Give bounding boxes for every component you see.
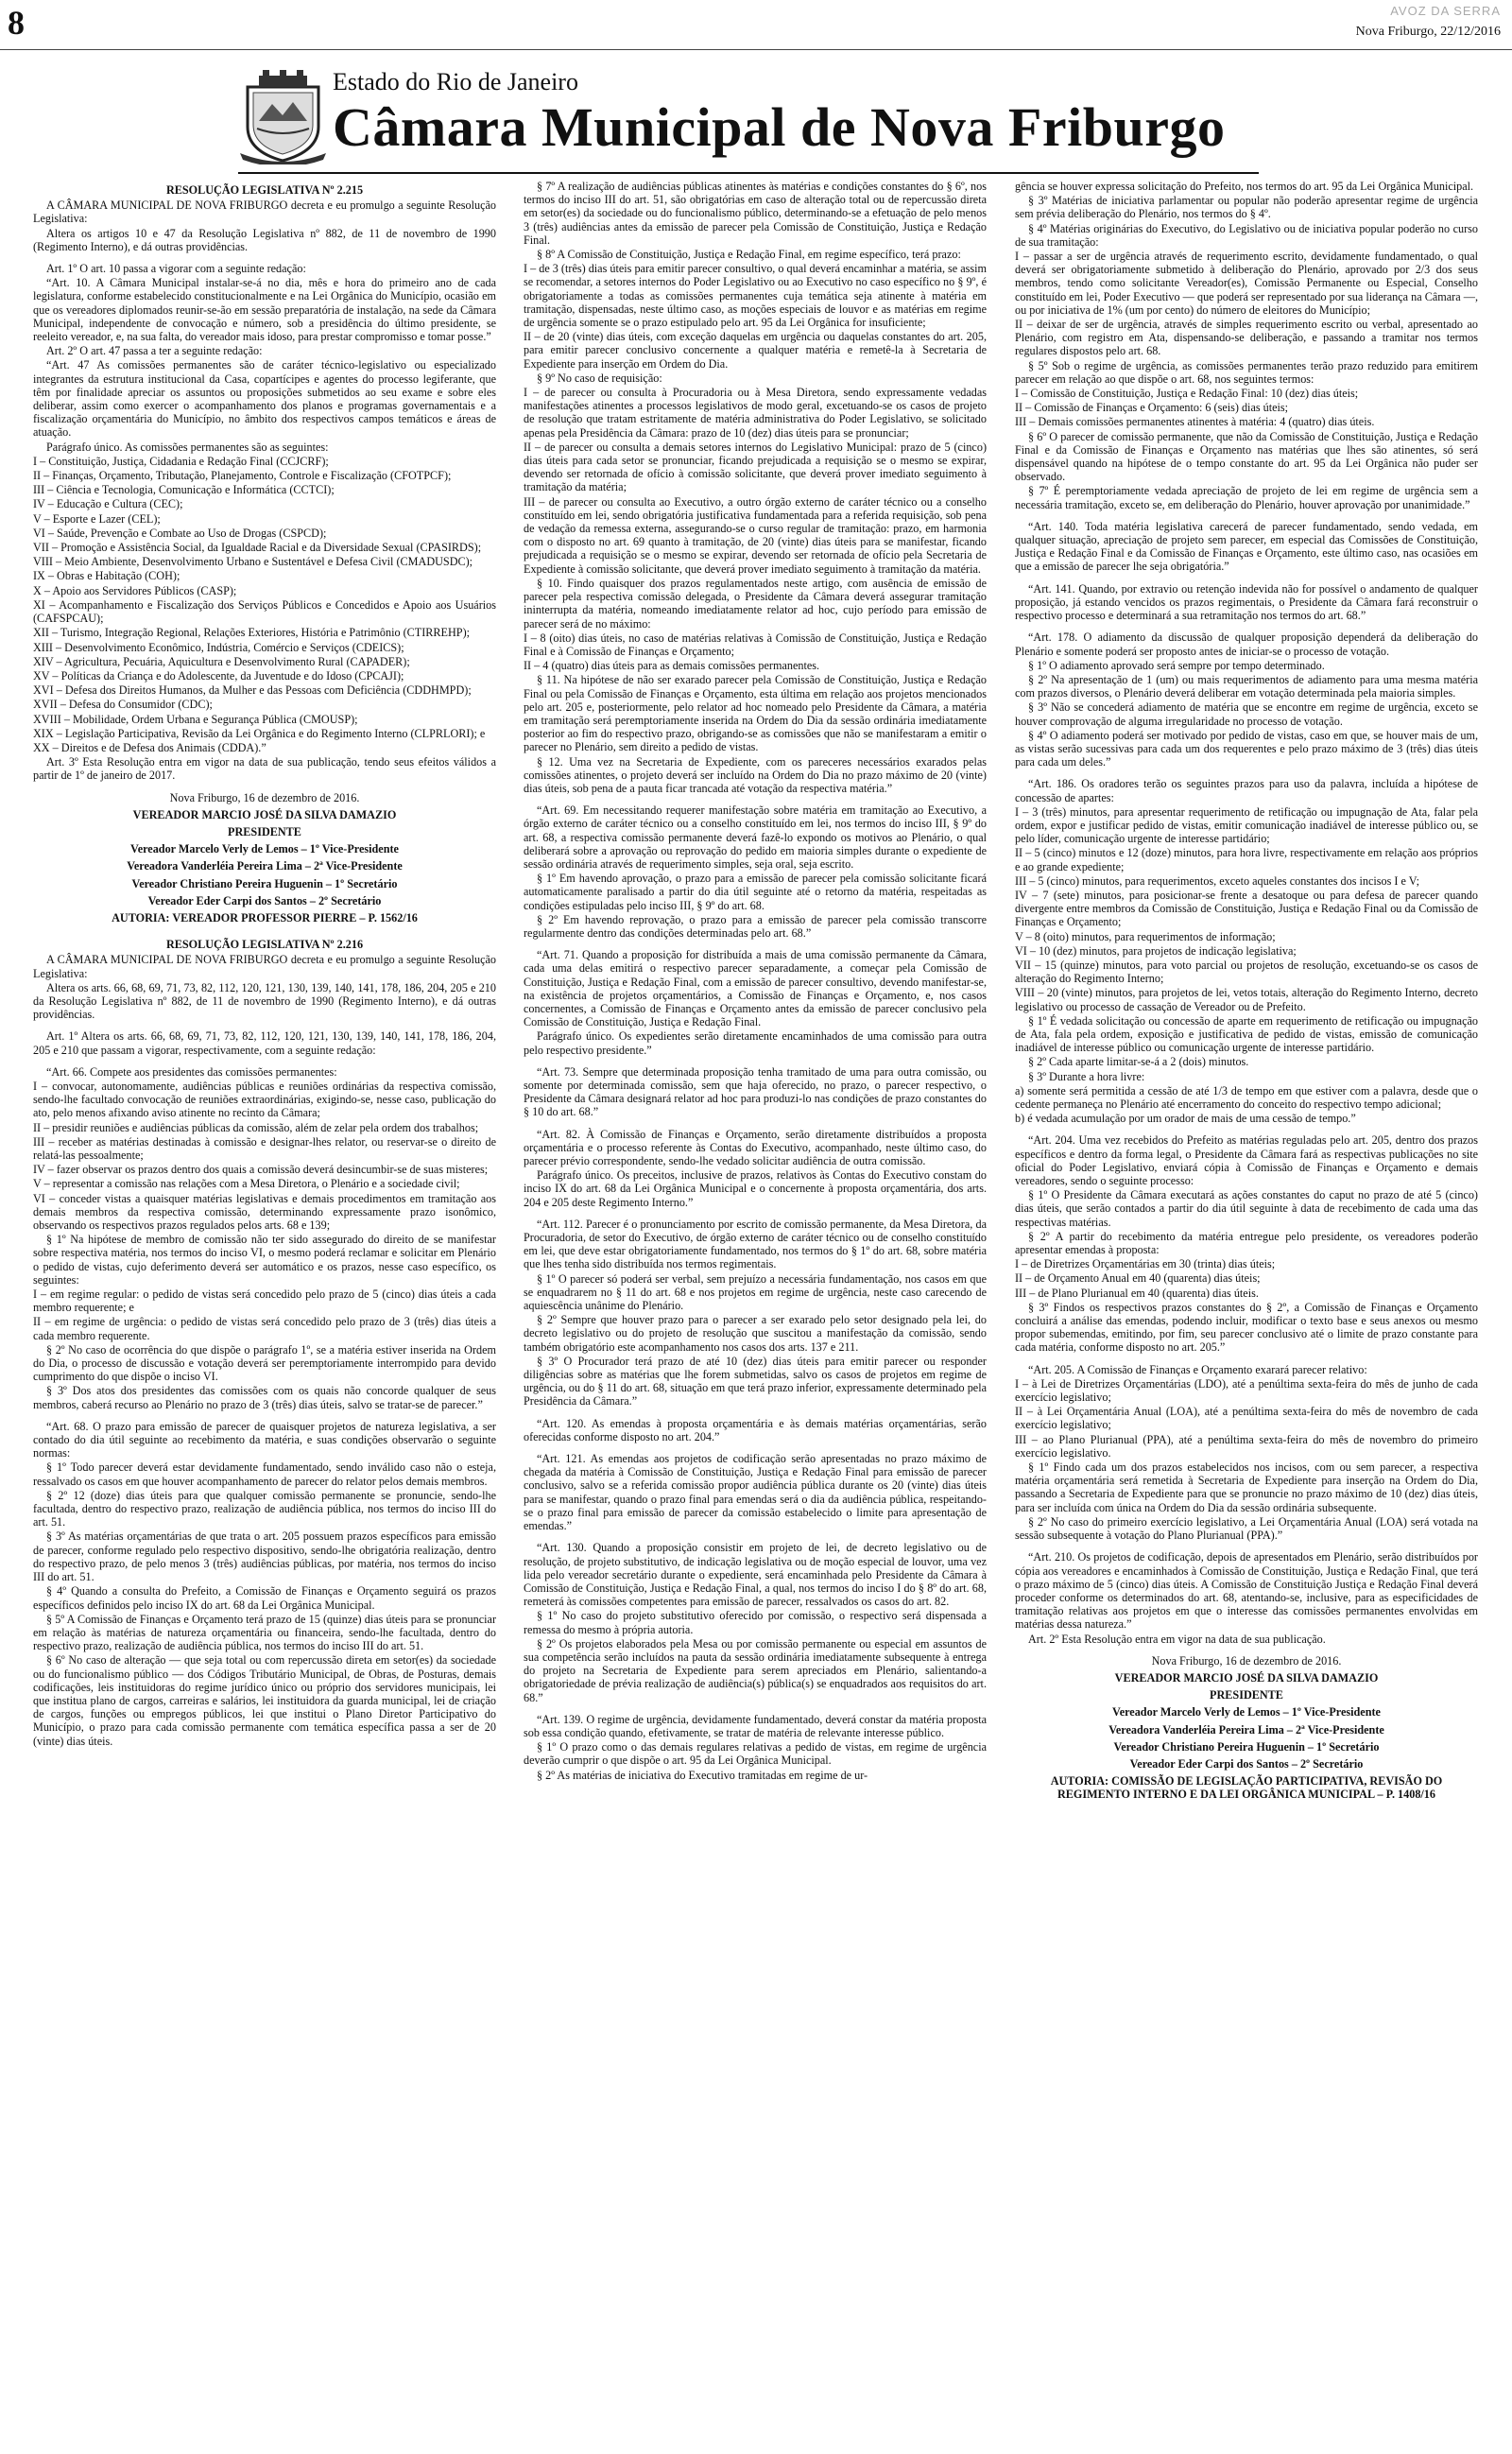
paragraph: § 3º Dos atos dos presidentes das comissões com os quais não concorde qualquer de seus membros, caberá recurso ao Plenário no prazo de 3 (três) dias úteis, salvo se tratar-se de parecer.” bbox=[33, 1384, 496, 1411]
paragraph: “Art. 139. O regime de urgência, devidamente fundamentado, deverá constar da matéria proposta sob essa condição quando, efetivamente, se tratar de matéria de relevante interesse público. bbox=[524, 1712, 987, 1739]
paragraph-gap bbox=[1015, 1126, 1478, 1133]
paragraph: A CÂMARA MUNICIPAL DE NOVA FRIBURGO decreta e eu promulgo a seguinte Resolução Legislativa: bbox=[33, 953, 496, 980]
paragraph: III – de parecer ou consulta ao Executivo, a outro órgão externo de caráter técnico ou a conselho constituído em lei, sendo obrigatória justificativa fundamentada para a referida requisição, sob pena de vedação da remessa externa, assegurando-se o curso regular de tramitação: prazo, em harmonia com o disposto no art. 69 quanto à tramitação, de 20 (vinte) dias úteis para se manifestar, ficando prejudicada a requisição se o mesmo se expirar, devendo ser retornada de ofício pela Secretaria de Expediente à comissão solicitante, que deverá prover imediato seguimento à tramitação da matéria. bbox=[524, 494, 987, 576]
paragraph: II – 4 (quatro) dias úteis para as demais comissões permanentes. bbox=[524, 659, 820, 673]
paragraph: II – em regime de urgência: o pedido de vistas será concedido pelo prazo de 3 (três) dias úteis a cada membro requerente. bbox=[33, 1315, 496, 1342]
heading-line: Vereador Marcelo Verly de Lemos – 1º Vice-Presidente bbox=[130, 842, 399, 856]
paragraph: § 3º Matérias de iniciativa parlamentar ou popular não poderão apresentar regime de urgência sem prévia deliberação do Plenário, nos termos do § 4º. bbox=[1015, 194, 1478, 221]
paragraph: X – Apoio aos Servidores Públicos (CASP); bbox=[33, 583, 237, 597]
paragraph: Parágrafo único. Os preceitos, inclusive de prazos, relativos às Contas do Executivo constam do inciso IX do art. 68 da Lei Orgânica Municipal e o concernente à proposta orçamentária, dos arts. 204 e 205 deste Regimento Interno.” bbox=[524, 1168, 987, 1209]
heading-line: VEREADOR MARCIO JOSÉ DA SILVA DAMAZIO bbox=[132, 807, 397, 821]
paragraph: II – Comissão de Finanças e Orçamento: 6 (seis) dias úteis; bbox=[1015, 401, 1289, 415]
paragraph: XVII – Defesa do Consumidor (CDC); bbox=[33, 698, 213, 712]
centered-line: Nova Friburgo, 16 de dezembro de 2016. bbox=[169, 790, 360, 804]
centered-line: Nova Friburgo, 16 de dezembro de 2016. bbox=[1151, 1653, 1342, 1668]
paragraph-gap bbox=[524, 1409, 987, 1417]
paragraph: § 8º A Comissão de Constituição, Justiça e Redação Final, em regime específico, terá prazo: bbox=[537, 248, 961, 262]
paragraph: I – de Diretrizes Orçamentárias em 30 (trinta) dias úteis; bbox=[1015, 1257, 1276, 1271]
paragraph: I – convocar, autonomamente, audiências públicas e reuniões ordinárias da respectiva comissão, sendo-lhe facultado convocação de reuniões extraordinárias, exigindo-se, nesse caso, publicação do ato, pelo menos afixando aviso atinente no recinto da Câmara; bbox=[33, 1079, 496, 1120]
heading-line: AUTORIA: COMISSÃO DE LEGISLAÇÃO PARTICIPATIVA, REVISÃO DO REGIMENTO INTERNO E DA LEI ORGÂNICA MUNICIPAL – P. 1408/16 bbox=[1050, 1774, 1443, 1802]
paragraph: “Art. 10. A Câmara Municipal instalar-se-á no dia, mês e hora do primeiro ano de cada legislatura, conforme estabelecido constitucionalmente e na Lei Orgânica do Município, ocasião em que os vereadores diplomados reunir-se-ão em sessão preparatória de instalação, na sede da Câmara Municipal, independente de convocação e número, sob a presidência do último presidente, se reeleito vereador, e, na sua falta, do vereador mais idoso, para prestar compromisso e tomar posse.” bbox=[33, 276, 496, 344]
paragraph: XIII – Desenvolvimento Econômico, Indústria, Comércio e Serviços (CDEICS); bbox=[33, 640, 404, 654]
paragraph: § 7º A realização de audiências públicas atinentes às matérias e condições constantes do § 6º, nos termos do inciso III do art. 51, são obrigatórias em caso de alteração total ou de repercussão direta em setor(es) da sociedade ou do funcionalismo público, determinando-se a efetuação de pelo menos 3 (três) audiências antes da emissão de parecer pela Comissão de Constituição, Justiça e Redação Final. bbox=[524, 180, 987, 247]
text-column-3 bbox=[1015, 180, 1478, 2444]
paragraph-gap bbox=[33, 1022, 496, 1029]
paragraph: Art. 1º Altera os arts. 66, 68, 69, 71, 73, 82, 112, 120, 121, 130, 139, 140, 141, 178, 186, 204, 205 e 210 que passam a vigorar, respectivamente, com a seguinte redação: bbox=[33, 1029, 496, 1057]
paragraph: “Art. 69. Em necessitando requerer manifestação sobre matéria em tramitação ao Executivo, a órgão externo de caráter técnico ou a conselho constituído em lei, nos termos do inciso III, § 9º do art. 68, a respectiva comissão permanente deverá fazê-lo expondo os motivos ao Plenário, o qual deliberará sobre a aprovação ou reprovação do pedido em maioria simples durante o expediente de sessão ordinária através de requerimento simples, seja oral, seja escrito. bbox=[524, 804, 987, 871]
paragraph: VIII – Meio Ambiente, Desenvolvimento Urbano e Sustentável e Defesa Civil (CMADUSDC); bbox=[33, 555, 473, 569]
paragraph-gap bbox=[1015, 1543, 1478, 1550]
paragraph: “Art. 178. O adiamento da discussão de qualquer proposição dependerá da deliberação do Plenário e somente poderá ser proposto antes de iniciar-se o processo de votação. bbox=[1015, 631, 1478, 658]
paragraph: § 1º Todo parecer deverá estar devidamente fundamentado, sendo inválido caso não o esteja, ressalvado os casos em que houver acompanhamento de parecer do relator pelos demais membros. bbox=[33, 1460, 496, 1488]
paragraph: Altera os arts. 66, 68, 69, 71, 73, 82, 112, 120, 121, 130, 139, 140, 141, 178, 186, 204, 205 e 210 da Resolução Legislativa nº 882, de 11 de novembro de 1990 (Regimento Interno), e dá outras providências. bbox=[33, 980, 496, 1022]
paragraph: III – ao Plano Plurianual (PPA), até a penúltima sexta-feira do mês de novembro do primeiro exercício legislativo. bbox=[1015, 1432, 1478, 1460]
paragraph: § 2º Em havendo reprovação, o prazo para a emissão de parecer pela comissão transcorre regularmente dentro das condições determinadas pelo art. 68.” bbox=[524, 912, 987, 940]
heading-line: Vereador Christiano Pereira Huguenin – 1º Secretário bbox=[1113, 1739, 1380, 1754]
paragraph: V – Esporte e Lazer (CEL); bbox=[33, 511, 161, 526]
paragraph: I – em regime regular: o pedido de vistas será concedido pelo prazo de 5 (cinco) dias úteis a cada membro requerente; e bbox=[33, 1287, 496, 1315]
paragraph: § 2º Na apresentação de 1 (um) ou mais requerimentos de adiamento para uma mesma matéria com prazos diversos, o Plenário deverá deliberar em votação determinada pela maioria simples. bbox=[1015, 672, 1478, 700]
paragraph: § 4º Quando a consulta do Prefeito, a Comissão de Finanças e Orçamento seguirá os prazos específicos definidos pelo inciso IX do art. 68 da Lei Orgânica Municipal. bbox=[33, 1584, 496, 1612]
chamber-name: Câmara Municipal de Nova Friburgo bbox=[333, 96, 1226, 158]
paragraph: Parágrafo único. Os expedientes serão diretamente encaminhados de uma comissão para outra pelo respectivo presidente.” bbox=[524, 1029, 987, 1057]
paragraph: § 2º Sempre que houver prazo para o parecer a ser exarado pelo setor designado pela lei, do decreto legislativo ou do projeto de resolução que suscitou a manifestação da comissão, sendo também obrigatório este acompanhamento nos casos dos arts. 137 e 211. bbox=[524, 1313, 987, 1354]
paragraph: I – Constituição, Justiça, Cidadania e Redação Final (CCJCRF); bbox=[33, 454, 329, 468]
paragraph: § 3º As matérias orçamentárias de que trata o art. 205 possuem prazos específicos para emissão de parecer, conforme regulado pelo respectivo dispositivo, sendo-lhe obrigatória realização, dentro do respectivo prazo, de pelo menos 3 (três) audiências públicas, por matéria, nos termos do inciso III do art. 51. bbox=[33, 1529, 496, 1584]
paragraph: II – de Orçamento Anual em 40 (quarenta) dias úteis; bbox=[1015, 1271, 1261, 1286]
paragraph: II – 5 (cinco) minutos e 12 (doze) minutos, para hora livre, respectivamente em relação aos próprios e ao grande expediente; bbox=[1015, 846, 1478, 873]
paragraph: “Art. 140. Toda matéria legislativa carecerá de parecer fundamentado, sendo vedada, em qualquer situação, apreciação de projeto sem parecer, em especial das Comissões de Constituição, Justiça e Redação Final e da Comissão de Finanças e Orçamento, este último caso, nas ocasiões em que a emissão de parecer lhe seja obrigatória.” bbox=[1015, 519, 1478, 574]
paragraph: II – deixar de ser de urgência, através de simples requerimento escrito ou verbal, apresentado ao Plenário, com registro em Ata, dispensando-se deliberação, e passando a tramitar nos termos regulares dispostos pelo art. 68. bbox=[1015, 318, 1478, 358]
paragraph-gap bbox=[1015, 769, 1478, 777]
paragraph: “Art. 205. A Comissão de Finanças e Orçamento exarará parecer relativo: bbox=[1028, 1362, 1367, 1376]
paragraph: “Art. 47 As comissões permanentes são de caráter técnico-legislativo ou especializado integrantes da estrutura institucional da Casa, copartícipes e agentes do processo legiferante, que têm por finalidade apreciar os assuntos ou proposições submetidos ao seu exame e sobre eles deliberar, assim como exercer o acompanhamento dos planos e programas governamentais e a fiscalização orçamentária do Município, no âmbito dos respectivos campos temáticos e áreas de atuação. bbox=[33, 358, 496, 440]
paragraph-gap bbox=[1015, 1356, 1478, 1363]
paragraph: III – de Plano Plurianual em 40 (quarenta) dias úteis. bbox=[1015, 1286, 1259, 1300]
edition-date: Nova Friburgo, 22/12/2016 bbox=[1355, 25, 1501, 39]
paragraph: IV – Educação e Cultura (CEC); bbox=[33, 497, 183, 511]
paragraph: “Art. 112. Parecer é o pronunciamento por escrito de comissão permanente, da Mesa Diretora, da Procuradoria, de setor do Executivo, de órgão externo de caráter técnico ou de conselho constituído em lei, que deve estar obrigatoriamente fundamentado, nos termos do § 1º do art. 68, sobre matéria que lhes tenha sido distribuída nos termos regimentais. bbox=[524, 1217, 987, 1271]
heading-line: Vereador Marcelo Verly de Lemos – 1º Vice-Presidente bbox=[1112, 1705, 1381, 1720]
paragraph: VIII – 20 (vinte) minutos, para projetos de lei, vetos totais, alteração do Regimento Interno, decreto legislativo ou processo de cassação de Vereador ou de Prefeito. bbox=[1015, 986, 1478, 1013]
paragraph: § 3º Durante a hora livre: bbox=[1028, 1069, 1145, 1083]
paragraph: XI – Acompanhamento e Fiscalização dos Serviços Públicos e Concedidos e Apoio aos Usuários (CAFSPCAU); bbox=[33, 597, 496, 626]
paragraph: II – à Lei Orçamentária Anual (LOA), até a penúltima sexta-feira do mês de novembro de cada exercício legislativo; bbox=[1015, 1405, 1478, 1432]
paragraph: § 1º O Presidente da Câmara executará as ações constantes do caput no prazo de até 5 (cinco) dias úteis, que serão contados a partir do dia útil seguinte à data de recebimento de cada uma das respectivas matérias. bbox=[1015, 1188, 1478, 1229]
paragraph: § 6º No caso de alteração — que seja total ou com repercussão direta em setor(es) da sociedade ou do funcionalismo público — dos Códigos Tributário Municipal, de Obras, de Posturas, demais codificações, leis instituidoras do regime jurídico único ou próprio dos servidores municipais, lei que institua plano de cargos, carreiras e salários, lei instituidora da guarda municipal, lei de criação de cargos, funções ou empregos públicos, lei que institui o Plano Diretor Participativo do Município, o prazo para cada comissão permanente com temática específica passa a ser de 20 (vinte) dias úteis. bbox=[33, 1653, 496, 1748]
paragraph: III – Demais comissões permanentes atinentes à matéria: 4 (quatro) dias úteis. bbox=[1015, 415, 1375, 429]
heading-line: Vereador Eder Carpi dos Santos – 2º Secretário bbox=[1129, 1756, 1364, 1771]
paragraph: § 6º O parecer de comissão permanente, que não da Comissão de Constituição, Justiça e Redação Final e da Comissão de Finanças e Orçamento nas matérias que lhes são atinentes, só será dispensável quando na hipótese de o tempo constante do art. 95 da Lei Orgânica não puder ser observado. bbox=[1015, 429, 1478, 484]
paragraph: I – 8 (oito) dias úteis, no caso de matérias relativas à Comissão de Constituição, Justiça e Redação Final e à Comissão de Finanças e Orçamento; bbox=[524, 631, 987, 658]
paragraph: gência se houver expressa solicitação do Prefeito, nos termos do art. 95 da Lei Orgânica Municipal. bbox=[1015, 180, 1474, 193]
paragraph: II – de parecer ou consulta a demais setores internos do Legislativo Municipal: prazo de 5 (cinco) dias úteis para cada setor se pronunciar, ficando prejudicada a requisição se o mesmo se expirar, devendo ser retornada de ofício à comissão solicitante, que deverá prover imediato seguimento à tramitação da matéria; bbox=[524, 440, 987, 494]
paragraph: XX – Direitos e de Defesa dos Animais (CDDA).” bbox=[33, 740, 266, 754]
heading-line: Vereador Christiano Pereira Huguenin – 1º Secretário bbox=[131, 876, 398, 890]
paragraph: “Art. 82. À Comissão de Finanças e Orçamento, serão diretamente distribuídos a proposta orçamentária e o processo referente às Contas do Executivo, acompanhado, neste último caso, do parecer prévio correspondente, sendo-lhe vedado solicitar audiência de outra comissão. bbox=[524, 1127, 987, 1168]
paragraph-gap bbox=[1015, 623, 1478, 631]
paragraph: § 1º Findo cada um dos prazos estabelecidos nos incisos, com ou sem parecer, a respectiva matéria orçamentária será remetida à Secretaria de Expediente para inserção na Ordem do Dia, passando a Secretaria de Expediente para que se pronuncie no prazo máximo de 10 (dez) dias úteis, para ser incluída com única na Ordem do Dia da sessão ordinária subsequente. bbox=[1015, 1460, 1478, 1514]
paragraph: § 3º Não se concederá adiamento de matéria que se encontre em regime de urgência, exceto se houver comprovação de alguma irregularidade no processo de votação. bbox=[1015, 700, 1478, 728]
paragraph-gap bbox=[524, 1058, 987, 1065]
paragraph: § 5º A Comissão de Finanças e Orçamento terá prazo de 15 (quinze) dias úteis para se pronunciar em relação às matérias de natureza orçamentária ou financeira, sendo-lhe facultada, dentro do respectivo prazo, realização de audiência pública, nos termos do inciso III do art. 51. bbox=[33, 1612, 496, 1653]
paragraph: I – Comissão de Constituição, Justiça e Redação Final: 10 (dez) dias úteis; bbox=[1015, 387, 1359, 401]
paragraph: XVI – Defesa dos Direitos Humanos, da Mulher e das Pessoas com Deficiência (CDDHMPD); bbox=[33, 683, 472, 698]
paragraph: V – representar a comissão nas relações com a Mesa Diretora, o Plenário e a sociedade civil; bbox=[33, 1177, 460, 1191]
heading-line: Vereadora Vanderléia Pereira Lima – 2ª Vice-Presidente bbox=[127, 859, 403, 873]
paragraph: § 3º O Procurador terá prazo de até 10 (dez) dias úteis para emitir parecer ou responder diligências sobre as matérias que lhe forem submetidas, salvo os casos de projetos em regime de urgência, ou do § 11 do art. 68, situação em que terá prazo inferior, expressamente determinado pela Presidência da Câmara.” bbox=[524, 1354, 987, 1408]
heading-line: PRESIDENTE bbox=[1210, 1688, 1283, 1702]
paragraph: VII – Promoção e Assistência Social, da Igualdade Racial e da Diversidade Sexual (CPASIRDS); bbox=[33, 541, 482, 555]
paragraph-gap bbox=[524, 1705, 987, 1713]
paragraph: Altera os artigos 10 e 47 da Resolução Legislativa nº 882, de 11 de novembro de 1990 (Regimento Interno), e dá outras providências. bbox=[33, 226, 496, 253]
paragraph: XIX – Legislação Participativa, Revisão da Lei Orgânica e do Regimento Interno (CLPRLORI); e bbox=[33, 726, 486, 740]
paragraph: § 1º No caso do projeto substitutivo oferecido por comissão, o respectivo será dispensada a remessa do mesmo à própria autoria. bbox=[524, 1609, 987, 1636]
paragraph: Art. 1º O art. 10 passa a vigorar com a seguinte redação: bbox=[46, 262, 306, 276]
paragraph: b) é vedada acumulação por um orador de mais de uma cessão de tempo.” bbox=[1015, 1112, 1356, 1126]
paragraph: II – de 20 (vinte) dias úteis, com exceção daquelas em urgência ou daquelas constantes do art. 205, para emitir parecer conclusivo concernente a qualquer matéria e remetê-la à Secretaria de Expediente para inserção em Ordem do Dia. bbox=[524, 330, 987, 371]
paragraph: § 11. Na hipótese de não ser exarado parecer pela Comissão de Constituição, Justiça e Redação Final ou pela Comissão de Finanças e Orçamento, esta última em relação aos projetos mencionados pelo art. 205 e, posteriormente, pelo relator ad hoc nomeado pelo Presidente da Câmara, a matéria em tramitação será peremptoriamente inserida na Ordem do Dia da sessão ordinária imediatamente posterior ao fim do respectivo prazo, obrigando-se as comissões que não se manifestaram a emitir o parecer no Plenário, sem direito a pedido de vistas. bbox=[524, 673, 987, 754]
paragraph: “Art. 120. As emendas à proposta orçamentária e às demais matérias orçamentárias, serão oferecidas conforme disposto no art. 204.” bbox=[524, 1416, 987, 1443]
paragraph: Art. 3º Esta Resolução entra em vigor na data de sua publicação, tendo seus efeitos válidos a partir de 1º de janeiro de 2017. bbox=[33, 755, 496, 783]
paragraph: “Art. 186. Os oradores terão os seguintes prazos para uso da palavra, incluída a hipótese de concessão de apartes: bbox=[1015, 777, 1478, 804]
paragraph: § 1º Em havendo aprovação, o prazo para a emissão de parecer pela comissão solicitante ficará automaticamente paralisado a partir do dia útil seguinte até o retorno da matéria, respeitadas as condições estipuladas pelo inciso III, § 9º do art. 68. bbox=[524, 872, 987, 912]
paragraph: VI – Saúde, Prevenção e Combate ao Uso de Drogas (CSPCD); bbox=[33, 526, 327, 540]
paragraph: IV – fazer observar os prazos dentro dos quais a comissão deverá desincumbir-se de suas misteres; bbox=[33, 1163, 489, 1177]
paragraph: I – de parecer ou consulta à Procuradoria ou à Mesa Diretora, sendo expressamente vedadas manifestações atinentes a processos legislativos de modo geral, excetuando-se os casos de projeto de resolução que tratam estritamente de matéria administrativa do Poder Legislativo, se solicitado apenas pela Presidência da Câmara: prazo de 10 (dez) dias úteis para se pronunciar; bbox=[524, 386, 987, 440]
paragraph: § 2º As matérias de iniciativa do Executivo tramitadas em regime de ur- bbox=[537, 1768, 868, 1782]
paragraph: XII – Turismo, Integração Regional, Relações Exteriores, História e Patrimônio (CTIRREHP); bbox=[33, 626, 471, 640]
heading-line: VEREADOR MARCIO JOSÉ DA SILVA DAMAZIO bbox=[1114, 1670, 1379, 1685]
paragraph: § 10. Findo quaisquer dos prazos regulamentados neste artigo, com ausência de emissão de parecer pela respectiva comissão delegada, o Presidente da Câmara deverá assegurar tramitação ininterrupta da matéria, nomeando imediatamente relator ad hoc, cujo período para emissão de parecer será de no máximo: bbox=[524, 576, 987, 631]
paragraph: § 7º É peremptoriamente vedada apreciação de projeto de lei em regime de urgência sem a necessária tramitação, exceto se, em deliberação do Plenário, houver aprovação por unanimidade.” bbox=[1015, 484, 1478, 511]
paragraph: § 2º Os projetos elaborados pela Mesa ou por comissão permanente ou especial em assuntos de sua competência serão incluídos na pauta da sessão ordinária imediatamente subsequente à entrega do projeto na Secretaria de Expediente para serem apreciados em Plenário, salientando-a obrigatoriedade de prévia realização de audiência(s) pública(s) se enquadrados aos requisitos do art. 68.” bbox=[524, 1636, 987, 1704]
paragraph: VI – 10 (dez) minutos, para projetos de indicação legislativa; bbox=[1015, 943, 1297, 958]
paragraph-gap bbox=[524, 941, 987, 948]
paragraph: Parágrafo único. As comissões permanentes são as seguintes: bbox=[46, 440, 329, 454]
paragraph: “Art. 210. Os projetos de codificação, depois de apresentados em Plenário, serão distribuídos por cópia aos vereadores e encaminhados à Comissão de Constituição, Justiça e Redação Final, que terá o prazo máximo de 5 (cinco) dias úteis. A Comissão de Constituição Justiça e Redação Final deverá proceder conforme os determinados do art. 68, atentando-se, inclusive, para as especificidades de tramitação relativas aos projetos em que o interesse das comissões permanentes envolvidas em matérias dessa natureza.” bbox=[1015, 1550, 1478, 1632]
page-number: 8 bbox=[8, 4, 25, 42]
paragraph: VII – 15 (quinze) minutos, para voto parcial ou projetos de resolução, excetuando-se os casos de alteração do Regimento Interno; bbox=[1015, 958, 1478, 986]
paragraph: XIV – Agricultura, Pecuária, Aquicultura e Desenvolvimento Rural (CAPADER); bbox=[33, 654, 410, 668]
paragraph: “Art. 130. Quando a proposição consistir em projeto de lei, de decreto legislativo ou de resolução, de projeto substitutivo, de indicação legislativa ou de moção especial de louvor, uma vez lida pelo vereador secretário durante o expediente, será encaminhada pelo Presidente da Câmara à Comissão de Constituição, Justiça e Redação Final, a qual, nos termos do inciso I do § 8º do art. 68, remeterá às comissões competentes para emissão de parecer, ressalvados os casos do art. 82. bbox=[524, 1541, 987, 1609]
paragraph-gap bbox=[33, 1058, 496, 1065]
paragraph: a) somente será permitida a cessão de até 1/3 de tempo em que estiver com a palavra, desde que o cedente permaneça no Plenário até encerramento do conceito do respectivo tempo adicional; bbox=[1015, 1083, 1478, 1111]
text-column-2 bbox=[524, 180, 987, 2444]
paragraph: § 9º No caso de requisição: bbox=[537, 371, 662, 385]
paragraph: § 2º No caso de ocorrência do que dispõe o parágrafo 1º, se a matéria estiver inserida na Ordem do Dia, o processo de discussão e votação deverá ser peremptoriamente interrompido para devido cumprimento do que dispõe o inciso VI. bbox=[33, 1342, 496, 1384]
paragraph: I – 3 (três) minutos, para apresentar requerimento de retificação ou impugnação de Ata, falar pela ordem, expor e justificar pedido de vistas, emitir comunicação inadiável de interesse público ou, se pelo líder, comunicação urgente de interesse partidário; bbox=[1015, 804, 1478, 846]
paragraph-gap bbox=[524, 1120, 987, 1128]
paragraph-gap bbox=[33, 784, 496, 791]
paragraph: IV – 7 (sete) minutos, para posicionar-se frente a desatoque ou para defesa de parecer quando divergente entre membros da Comissão de Constituição, Justiça e Redação Final ou da Comissão de Finanças e Orçamento; bbox=[1015, 888, 1478, 929]
paragraph-gap bbox=[33, 254, 496, 262]
heading-line: Vereador Eder Carpi dos Santos – 2º Secretário bbox=[147, 893, 382, 907]
paragraph-gap bbox=[524, 1444, 987, 1452]
paragraph: § 1º O prazo como o das demais regulares relativas a pedido de vistas, em regime de urgência deverão cumprir o que dispõe o art. 95 da Lei Orgânica Municipal. bbox=[524, 1740, 987, 1768]
paragraph: VI – conceder vistas a quaisquer matérias legislativas e demais procedimentos em tramitação aos demais membros da respectiva comissão, determinando expressamente prazo isonômico, observando os respectivos prazos regulados pelos arts. 68 e 139; bbox=[33, 1191, 496, 1233]
coat-of-arms-icon bbox=[238, 68, 328, 164]
newspaper-name: AVOZ DA SERRA bbox=[1390, 4, 1501, 18]
paragraph: § 2º 12 (doze) dias úteis para que qualquer comissão permanente se pronuncie, sendo-lhe facultada, dentro do respectivo prazo, realização de audiência pública, nos termos do inciso III do art. 51. bbox=[33, 1488, 496, 1529]
paragraph: § 1º É vedada solicitação ou concessão de aparte em requerimento de retificação ou impugnação de Ata, fala pela ordem, exposição e justificativa de pedido de vistas, emissão de comunicação inadiável de interesse público ou comunicação urgente de interesse partidário. bbox=[1015, 1013, 1478, 1055]
paragraph-gap bbox=[1015, 1647, 1478, 1654]
paragraph: III – Ciência e Tecnologia, Comunicação e Informática (CCTCI); bbox=[33, 483, 335, 497]
paragraph: § 4º O adiamento poderá ser motivado por pedido de vistas, caso em que, se houver mais de um, as vistas serão sucessivas para cada um dos requerentes e pelo prazo máximo de 3 (três) dias úteis para cada um deles.” bbox=[1015, 728, 1478, 769]
paragraph: § 2º No caso do primeiro exercício legislativo, a Lei Orçamentária Anual (LOA) será votada na sessão subsequente à votação do Plano Plurianual (PPA).” bbox=[1015, 1514, 1478, 1543]
paragraph: § 2º A partir do recebimento da matéria entregue pelo presidente, os vereadores poderão apresentar emendas à proposta: bbox=[1015, 1229, 1478, 1257]
heading-line: Vereadora Vanderléia Pereira Lima – 2ª Vice-Presidente bbox=[1108, 1722, 1384, 1737]
paragraph: “Art. 66. Compete aos presidentes das comissões permanentes: bbox=[46, 1064, 337, 1079]
paragraph: II – presidir reuniões e audiências públicas da comissão, além de zelar pela ordem dos trabalhos; bbox=[33, 1120, 479, 1134]
heading-line: AUTORIA: VEREADOR PROFESSOR PIERRE – P. 1562/16 bbox=[112, 910, 418, 925]
state-name: Estado do Rio de Janeiro bbox=[333, 68, 578, 95]
paragraph: § 1º Na hipótese de membro de comissão não ter sido assegurado do direito de se manifestar sobre respectiva matéria, nos termos do inciso VI, o mesmo poderá reclamar e solicitar em Plenário o pedido de vistas, cujo deferimento deverá ser automático e os prazos, nesse caso específico, os seguintes: bbox=[33, 1233, 496, 1287]
paragraph: § 3º Findos os respectivos prazos constantes do § 2º, a Comissão de Finanças e Orçamento concluirá a análise das emendas, podendo incluir, modificar o texto base e seus anexos ou mesmo propor subemendas, emitindo, por fim, seu parecer conclusivo até o limite de prazo constante para cada matéria, conforme disposto no art. 205.” bbox=[1015, 1300, 1478, 1355]
paragraph: § 1º O adiamento aprovado será sempre por tempo determinado. bbox=[1028, 658, 1325, 672]
paragraph: III – receber as matérias destinadas à comissão e designar-lhes relator, ou reservar-se o direito de relatá-las pessoalmente; bbox=[33, 1134, 496, 1162]
paragraph-gap bbox=[1015, 512, 1478, 520]
paragraph: Art. 2º Esta Resolução entra em vigor na data de sua publicação. bbox=[1028, 1632, 1326, 1646]
paragraph: I – à Lei de Diretrizes Orçamentárias (LDO), até a penúltima sexta-feira do mês de junho de cada exercício legislativo; bbox=[1015, 1376, 1478, 1405]
heading-line: RESOLUÇÃO LEGISLATIVA Nº 2.215 bbox=[165, 183, 364, 197]
paragraph: § 1º O parecer só poderá ser verbal, sem prejuízo a necessária fundamentação, nos casos em que se enquadrarem no § 11 do art. 68 e nos projetos em regime de urgência, neste caso carecendo de aquiescência unânime do Plenário. bbox=[524, 1271, 987, 1313]
paragraph: V – 8 (oito) minutos, para requerimentos de informação; bbox=[1015, 929, 1276, 943]
paragraph-gap bbox=[33, 1412, 496, 1420]
paragraph-gap bbox=[524, 796, 987, 804]
paragraph: XVIII – Mobilidade, Ordem Urbana e Segurança Pública (CMOUSP); bbox=[33, 712, 358, 726]
paragraph: “Art. 121. As emendas aos projetos de codificação serão apresentadas no prazo máximo de chegada da matéria à Comissão de Constituição, Justiça e Redação Final para emissão de parecer conclusivo, salvo se a referida comissão propor audiência pública durante os 20 (vinte) dias úteis para se manifestar, quando o prazo final para emendas será o dia da audiência pública, respeitando-se o prazo final para emissão de parecer da comissão estabelecido o limite para apresentação de emendas.” bbox=[524, 1452, 987, 1533]
paragraph-gap bbox=[1015, 575, 1478, 582]
heading-line: PRESIDENTE bbox=[228, 824, 301, 838]
paragraph: IX – Obras e Habitação (COH); bbox=[33, 569, 180, 583]
paragraph: XV – Políticas da Criança e do Adolescente, da Juventude e do Idoso (CPCAJI); bbox=[33, 668, 404, 683]
paragraph: § 2º Cada aparte limitar-se-á a 2 (dois) minutos. bbox=[1028, 1055, 1249, 1069]
paragraph: “Art. 68. O prazo para emissão de parecer de quaisquer projetos de natureza legislativa, a ser contado do dia útil seguinte ao recebimento da matéria, e suas condições observarão o seguinte normas: bbox=[33, 1419, 496, 1460]
paragraph: II – Finanças, Orçamento, Tributação, Planejamento, Controle e Fiscalização (CFOTPCF); bbox=[33, 469, 452, 483]
paragraph: “Art. 141. Quando, por extravio ou retenção indevida não for possível o andamento de qualquer proposição, já estando vencidos os prazos regimentais, o Presidente da Câmara fará reconstruir o respectivo processo e determinará a sua retramitação nos termos do art. 68.” bbox=[1015, 581, 1478, 623]
paragraph-gap bbox=[33, 926, 496, 934]
paragraph: § 12. Uma vez na Secretaria de Expediente, com os pareceres necessários exarados pelas comissões atinentes, o projeto deverá ser incluído na Ordem do Dia no prazo máximo de 20 (vinte) dias úteis, sob pena de a pauta ficar trancada até votação da respectiva matéria.” bbox=[524, 754, 987, 795]
paragraph: III – 5 (cinco) minutos, para requerimentos, exceto aqueles constantes dos incisos I e V; bbox=[1015, 873, 1420, 888]
paragraph: § 5º Sob o regime de urgência, as comissões permanentes terão prazo reduzido para emitirem parecer em relação ao que dispõe o art. 68, nos seguintes termos: bbox=[1015, 358, 1478, 386]
paragraph: § 4º Matérias originárias do Executivo, do Legislativo ou de iniciativa popular poderão no curso de sua tramitação: bbox=[1015, 221, 1478, 249]
paragraph: “Art. 73. Sempre que determinada proposição tenha tramitado de uma para outra comissão, ou somente por determinada comissão, sem que haja oferecido, no prazo, o parecer respectivo, o Presidente da Câmara designará relator ad hoc para produzi-lo nas condições de prazo constantes do § 10 do art. 68.” bbox=[524, 1064, 987, 1119]
paragraph-gap bbox=[524, 1210, 987, 1218]
paragraph-gap bbox=[524, 1533, 987, 1541]
page-header bbox=[0, 0, 1512, 50]
heading-line: RESOLUÇÃO LEGISLATIVA Nº 2.216 bbox=[165, 938, 364, 952]
text-column-1 bbox=[33, 180, 496, 2444]
paragraph: Art. 2º O art. 47 passa a ter a seguinte redação: bbox=[46, 344, 263, 358]
chamber-masthead bbox=[238, 68, 1259, 174]
paragraph: “Art. 204. Uma vez recebidos do Prefeito as matérias reguladas pelo art. 205, dentro dos prazos específicos e dentro da forma legal, o Presidente da Câmara fará as respectivas publicações no site oficial do Poder Legislativo, enviará cópia à Comissão de Finanças e Orçamento e demais vereadores, sendo o seguinte processo: bbox=[1015, 1133, 1478, 1188]
paragraph: I – de 3 (três) dias úteis para emitir parecer consultivo, o qual deverá encaminhar a matéria, se assim se recomendar, a setores internos do Poder Legislativo ou ao Executivo no caso específico no § 9º, é obrigatoriamente a todas as comissões permanentes cuja temática seja atinente à matéria em tramitação, dispensadas, neste último caso, as moções especiais de louvor e as matérias em regime de urgência somente se o prazo estipulado pelo art. 95 da Lei Orgânica for insuficiente; bbox=[524, 262, 987, 330]
paragraph: “Art. 71. Quando a proposição for distribuída a mais de uma comissão permanente da Câmara, cada uma delas emitirá o respectivo parecer separadamente, a começar pela Comissão de Constituição, Justiça e Redação Final, com a emissão de parecer consultivo, devendo manifestar-se, na existência de projetos orçamentários, a Comissão de Finanças e Orçamento, e, nos casos concernentes, a Comissão de Finanças e Orçamento antes da emissão de parecer conclusivo pela Comissão de Constituição, Justiça e Redação Final. bbox=[524, 948, 987, 1029]
paragraph: I – passar a ser de urgência através de requerimento escrito, devidamente fundamentado, o qual deverá ser obrigatoriamente submetido à deliberação do Plenário, aprovado por 2/3 dos seus membros, tendo como solicitante Vereador(es), Comissão Permanente ou Especial, Conselho constituído em lei, Poder Executivo — que poderá ser representado por sua liderança na Câmara —, ou por iniciativa de 1% (um por cento) do número de eleitores do Município; bbox=[1015, 250, 1478, 317]
paragraph: A CÂMARA MUNICIPAL DE NOVA FRIBURGO decreta e eu promulgo a seguinte Resolução Legislativa: bbox=[33, 199, 496, 226]
